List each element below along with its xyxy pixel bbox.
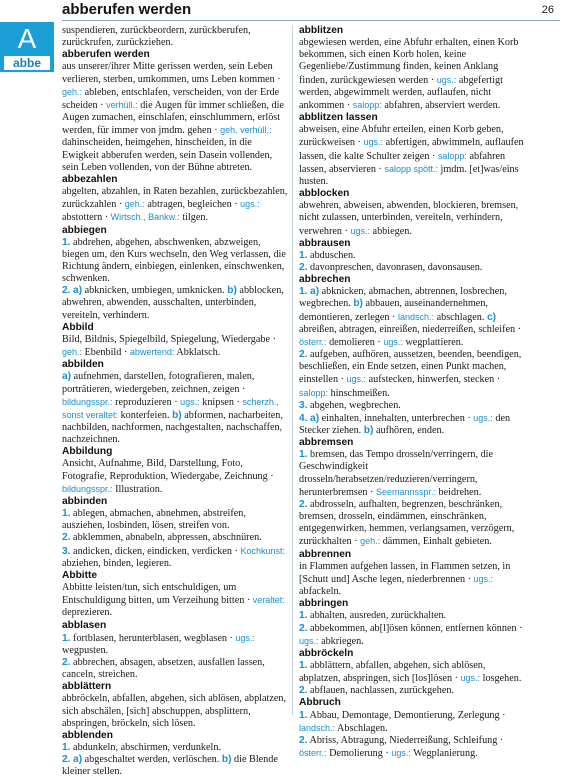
entry-definition bbox=[62, 742, 290, 754]
entry-definition bbox=[299, 200, 529, 237]
definition-text: abknicken, umbiegen, umknicken. bbox=[82, 285, 228, 297]
entry-definition bbox=[62, 285, 290, 321]
sense-number: b) bbox=[227, 285, 237, 297]
running-head: abberufen werden bbox=[62, 1, 192, 18]
definition-text: abfahren lassen, abservieren · bbox=[299, 150, 506, 175]
definition-text: einhalten, innehalten, unterbrechen · bbox=[319, 412, 474, 424]
sense-number: 2. bbox=[62, 532, 71, 544]
definition-text: aufgeben, aufhören, aussetzen, beenden, beendigen, beschließen, ein Ende setzen, einen Punkt machen, einstellen · bbox=[299, 349, 522, 386]
usage-label: ugs.: bbox=[391, 748, 411, 759]
entry-headword: abbringen bbox=[299, 598, 349, 610]
usage-label: geh.: bbox=[62, 86, 83, 97]
sense-number: 1. bbox=[299, 709, 308, 721]
usage-label: ugs.: bbox=[346, 374, 367, 385]
tab-range: abbe bbox=[4, 56, 50, 70]
dictionary-entry bbox=[62, 570, 290, 620]
usage-label: Kochkunst: bbox=[240, 545, 286, 556]
sense-number: 2. bbox=[299, 261, 308, 273]
dictionary-entry bbox=[62, 25, 290, 49]
entry-headword: abbrechen bbox=[299, 274, 351, 286]
definition-text: abweisen, eine Abfuhr erteilen, einen Korb geben, zurückweisen · bbox=[299, 124, 504, 149]
entry-headword: abbezahlen bbox=[62, 173, 118, 185]
definition-text: suspendieren, zurückbeordern, zurückberufen, zurückrufen, zurückziehen. bbox=[62, 25, 251, 49]
usage-label: bildungsspr.: bbox=[62, 396, 113, 407]
entry-definition bbox=[299, 610, 529, 622]
page-header bbox=[0, 0, 570, 22]
definition-text: Ebenbild · bbox=[82, 347, 130, 359]
usage-label: ugs.: bbox=[460, 673, 481, 684]
definition-text: abfahren, abserviert werden. bbox=[381, 99, 501, 111]
entry-definition bbox=[299, 400, 529, 412]
usage-label: ugs.: bbox=[240, 199, 260, 210]
usage-label: österr.: bbox=[299, 336, 327, 347]
definition-text: abbekommen, ab[l]ösen können, entfernen können · bbox=[307, 622, 523, 634]
definition-text: abgeschaltet werden, verlöschen. bbox=[82, 754, 222, 766]
usage-label: ugs.: bbox=[383, 336, 403, 347]
definition-text: abtragen, begleichen · bbox=[144, 199, 241, 211]
entry-headword: abbremsen bbox=[299, 437, 354, 449]
definition-text: konterfeien. bbox=[118, 409, 173, 421]
dictionary-entry bbox=[299, 598, 529, 648]
definition-text: aufstecken, hinwerfen, stecken · bbox=[366, 374, 501, 386]
definition-text: abblättern, abfallen, abgehen, sich ablösen, abplatzen, abspringen, sich [los]lösen · bbox=[299, 659, 486, 685]
entry-definition bbox=[62, 61, 290, 173]
entry-definition bbox=[62, 657, 290, 681]
dictionary-entry bbox=[299, 25, 529, 112]
definition-text: abformen, nacharbeiten, nachbilden, nachformen, nachgestalten, nachschaffen, nachzeichnen. bbox=[62, 409, 283, 446]
left-column bbox=[62, 25, 290, 778]
definition-text: abdrosseln, aufhalten, begrenzen, beschränken, bremsen, drosseln, eindämmen, einschränken, entgegenwirken, hemmen, verlangsamen, verzögern, zurückhalten · bbox=[299, 498, 515, 548]
entry-definition bbox=[299, 735, 529, 760]
page-number: 26 bbox=[541, 4, 554, 16]
dictionary-entry bbox=[62, 49, 290, 174]
usage-label: bildungsspr.: bbox=[62, 483, 113, 494]
definition-text: Abschlagen. bbox=[335, 722, 388, 734]
definition-text: abziehen, binden, legieren. bbox=[62, 557, 172, 569]
sense-number: 2. bbox=[299, 734, 308, 746]
definition-text: aufnehmen, darstellen, fotografieren, malen, porträtieren, wiedergeben, zeichnen, zeigen · bbox=[62, 371, 255, 395]
entry-definition bbox=[299, 623, 529, 648]
usage-label: salopp: bbox=[352, 99, 382, 110]
entry-definition bbox=[299, 37, 529, 112]
entry-headword: Abbruch bbox=[299, 697, 341, 709]
definition-text: abgefertigt werden, abgewimmelt werden, auflaufen, nicht ankommen · bbox=[299, 74, 503, 111]
usage-label: landsch.: bbox=[398, 311, 435, 322]
entry-definition bbox=[62, 458, 290, 495]
entry-definition bbox=[299, 561, 529, 598]
sense-number: a) bbox=[310, 412, 320, 424]
usage-label: geh.: bbox=[124, 199, 145, 210]
sense-number: 2. bbox=[62, 285, 71, 297]
definition-text: tilgen. bbox=[179, 212, 208, 224]
dictionary-entry bbox=[62, 322, 290, 359]
entry-headword: abbröckeln bbox=[299, 647, 354, 659]
entry-definition bbox=[299, 250, 529, 262]
dictionary-entry bbox=[62, 620, 290, 682]
tab-letter: A bbox=[17, 23, 37, 54]
usage-label: ugs.: bbox=[436, 74, 457, 85]
definition-text: losgehen. bbox=[480, 673, 522, 685]
dictionary-entry bbox=[62, 225, 290, 322]
usage-label: ugs.: bbox=[180, 396, 200, 407]
entry-headword: abblitzen lassen bbox=[299, 112, 378, 124]
definition-text: deprezieren. bbox=[62, 607, 113, 619]
sense-number: 1. bbox=[299, 449, 308, 461]
sense-number: 2. bbox=[62, 754, 71, 766]
entry-headword: abblasen bbox=[62, 619, 107, 631]
usage-label: geh.: bbox=[62, 347, 83, 358]
sense-number: 1. bbox=[62, 236, 71, 248]
dictionary-entry bbox=[62, 730, 290, 779]
dictionary-entry bbox=[62, 359, 290, 446]
sense-number: 1. bbox=[62, 508, 71, 520]
definition-text: abbauen, auseinandernehmen, demontieren, zerlegen · bbox=[299, 298, 488, 323]
entry-headword: abberufen werden bbox=[62, 49, 150, 61]
entry-headword: abblitzen bbox=[299, 25, 344, 36]
entry-headword: abbiegen bbox=[62, 224, 107, 236]
definition-text: ablegen, abmachen, abnehmen, abstreifen, ausziehen, losbinden, lösen, streifen von. bbox=[62, 508, 246, 532]
entry-definition bbox=[62, 545, 290, 570]
definition-text: ableben, entschlafen, verscheiden, von der Erde scheiden · bbox=[62, 86, 280, 111]
usage-label: salopp: bbox=[437, 150, 467, 161]
definition-text: Wegplanierung. bbox=[410, 748, 478, 760]
dictionary-entry bbox=[299, 274, 529, 437]
definition-text: fortblasen, herunterblasen, wegblasen · bbox=[70, 632, 236, 644]
dictionary-entry bbox=[299, 112, 529, 188]
definition-text: beidrehen. bbox=[436, 486, 482, 498]
sense-number: 4. bbox=[299, 412, 308, 424]
sense-number: 1. bbox=[299, 286, 308, 298]
usage-label: ugs.: bbox=[350, 225, 370, 236]
entry-headword: abbilden bbox=[62, 359, 104, 371]
sense-number: b) bbox=[172, 409, 182, 421]
entry-definition bbox=[299, 286, 529, 349]
entry-definition bbox=[299, 660, 529, 685]
definition-text: abknicken, abmachen, abtrennen, losbrechen, wegbrechen. bbox=[299, 286, 507, 310]
definition-text: abstottern · bbox=[62, 212, 111, 224]
definition-text: abdunkeln, abschirmen, verdunkeln. bbox=[70, 742, 222, 754]
column-divider bbox=[292, 25, 293, 715]
definition-text: Ansicht, Aufnahme, Bild, Darstellung, Foto, Fotografie, Reproduktion, Wiedergabe, Zeichnung · bbox=[62, 458, 274, 482]
definition-text: abduschen. bbox=[307, 249, 356, 261]
definition-text: Abbitte leisten/tun, sich entschuldigen, um Entschuldigung bitten, um Verzeihung bitten · bbox=[62, 582, 253, 607]
sense-number: b) bbox=[363, 425, 374, 436]
sense-number: 2. bbox=[299, 498, 308, 510]
usage-label: verhüll.: bbox=[106, 99, 138, 110]
definition-text: abfackeln. bbox=[299, 586, 342, 598]
usage-label: abwertend: bbox=[129, 347, 175, 358]
sense-number: 3. bbox=[62, 545, 71, 557]
dictionary-entry bbox=[299, 697, 529, 760]
dictionary-entry bbox=[62, 496, 290, 570]
entry-definition bbox=[299, 262, 529, 274]
definition-text: abgehen, wegbrechen. bbox=[307, 399, 401, 411]
definition-text: abkriegen. bbox=[318, 635, 364, 647]
entry-definition bbox=[299, 412, 529, 437]
entry-definition bbox=[62, 754, 290, 778]
definition-text: Abklatsch. bbox=[174, 347, 221, 359]
definition-text: aufhören, enden. bbox=[373, 425, 445, 436]
definition-text: in Flammen aufgehen lassen, in Flammen setzen, in [Schutt und] Asche legen, niederbrennen · bbox=[299, 560, 511, 585]
usage-label: ugs.: bbox=[473, 412, 493, 423]
definition-text: abbrechen, absagen, absetzen, ausfallen lassen, canceln, streichen. bbox=[62, 656, 265, 681]
entry-definition bbox=[299, 710, 529, 735]
definition-text: jmdm. [et]was/eins husten. bbox=[299, 163, 519, 187]
entry-headword: abblocken bbox=[299, 188, 350, 200]
usage-label: ugs.: bbox=[299, 635, 319, 646]
dictionary-entry bbox=[299, 549, 529, 599]
definition-text: hinschmeißen. bbox=[328, 387, 390, 399]
sense-number: a) bbox=[62, 371, 72, 383]
definition-text: davonpreschen, davonrasen, davonsausen. bbox=[307, 261, 483, 273]
usage-label: geh. verhüll.: bbox=[220, 125, 272, 136]
definition-text: dahinscheiden, heimgehen, hinscheiden, in die Ewigkeit abberufen werden, sein Dasein vollenden, sein Leben vollenden, von der Bühne abtreten. bbox=[62, 137, 273, 173]
sense-number: 2. bbox=[299, 622, 308, 634]
entry-definition bbox=[299, 449, 529, 499]
definition-text: Demolierung · bbox=[326, 748, 392, 760]
entry-headword: abbinden bbox=[62, 495, 108, 507]
entry-definition bbox=[299, 124, 529, 188]
entry-definition bbox=[62, 582, 290, 619]
entry-definition bbox=[62, 334, 290, 359]
entry-definition bbox=[299, 349, 529, 400]
usage-label: ugs.: bbox=[363, 137, 384, 148]
definition-text: andicken, dicken, eindicken, verdicken · bbox=[70, 545, 241, 557]
letter-tab bbox=[0, 22, 54, 72]
definition-text: wegplattieren. bbox=[402, 336, 464, 348]
definition-text: die Augen für immer schließen, die Augen zumachen, einschlafen, einschlummern, erlöst werden, für immer von jmdm. gehen · bbox=[62, 99, 284, 137]
definition-text: Illustration. bbox=[112, 483, 163, 495]
dictionary-entry bbox=[62, 174, 290, 225]
entry-definition bbox=[62, 693, 290, 729]
definition-text: bremsen, das Tempo drosseln/verringern, die Geschwindigkeit drosseln/herabsetzen/reduzieren/verringern, herunterbremsen · bbox=[299, 449, 494, 498]
usage-label: veraltet: bbox=[252, 595, 285, 606]
definition-text: abgewiesen werden, eine Abfuhr erhalten, einen Korb bekommen, sich einen Korb holen, keine Gegenliebe/Zustimmung finden, keinen Anklang finden, zurückgewiesen werden · bbox=[299, 37, 519, 86]
entry-definition bbox=[62, 237, 290, 286]
definition-text: abgelten, abzahlen, in Raten bezahlen, zurückbezahlen, zurückzahlen · bbox=[62, 186, 288, 211]
entry-definition bbox=[62, 186, 290, 224]
definition-text: abschlagen. bbox=[434, 311, 487, 323]
sense-number: 1. bbox=[299, 610, 308, 622]
definition-text: die Blende kleiner stellen. bbox=[62, 754, 278, 778]
entry-definition bbox=[62, 25, 290, 49]
definition-text: abbiegen. bbox=[370, 225, 412, 237]
definition-text: Abbau, Demontage, Demontierung, Zerlegung · bbox=[307, 709, 506, 721]
entry-definition bbox=[62, 371, 290, 446]
right-column bbox=[299, 25, 529, 760]
usage-label: salopp: bbox=[299, 387, 329, 398]
sense-number: 1. bbox=[62, 742, 71, 754]
dictionary-entry bbox=[62, 446, 290, 496]
definition-text: abblocken, abwehren, abwenden, ausschalten, unterbinden, vereiteln, verhindern. bbox=[62, 285, 284, 321]
sense-number: a) bbox=[73, 754, 83, 766]
definition-text: abbröckeln, abfallen, abgehen, sich ablösen, abplatzen, sich abschälen, [sich] abschuppen, absplittern, abspringen, bröckeln, sich lösen. bbox=[62, 693, 287, 729]
definition-text: Abriss, Abtragung, Niederreißung, Schleifung · bbox=[307, 734, 504, 746]
entry-definition bbox=[62, 632, 290, 657]
dictionary-entry bbox=[299, 238, 529, 274]
definition-text: knipsen · bbox=[199, 396, 243, 408]
entry-headword: Abbildung bbox=[62, 446, 113, 458]
entry-definition bbox=[62, 508, 290, 532]
usage-label: österr.: bbox=[299, 748, 327, 759]
definition-text: abflauen, nachlassen, zurückgehen. bbox=[307, 685, 455, 697]
sense-number: 1. bbox=[62, 632, 71, 644]
dictionary-entry bbox=[299, 437, 529, 548]
definition-text: reproduzieren · bbox=[112, 396, 181, 408]
usage-label: Seemannsspr.: bbox=[375, 486, 436, 497]
entry-headword: Abbild bbox=[62, 321, 94, 333]
sense-number: 2. bbox=[299, 349, 308, 361]
sense-number: b) bbox=[353, 298, 363, 310]
definition-text: wegpusten. bbox=[62, 644, 109, 656]
dictionary-entry bbox=[62, 681, 290, 730]
entry-headword: abbrennen bbox=[299, 548, 352, 560]
usage-label: ugs.: bbox=[473, 573, 494, 584]
definition-text: dämmen, Einhalt gebieten. bbox=[380, 536, 492, 548]
entry-headword: abbrausen bbox=[299, 237, 351, 249]
sense-number: 3. bbox=[299, 399, 308, 411]
definition-text: aus unserer/ihrer Mitte gerissen werden, sein Leben verlieren, sterben, umkommen, ums Leben kommen · bbox=[62, 61, 281, 85]
sense-number: 2. bbox=[62, 656, 71, 668]
sense-number: b) bbox=[221, 754, 232, 766]
usage-label: geh.: bbox=[360, 536, 381, 547]
definition-text: abdrehen, abgehen, abschwenken, abzweigen, biegen um, den Kurs wechseln, den Weg verlassen, die Richtung ändern, einbiegen, einlenken, einschwenken, schwenken. bbox=[62, 236, 286, 285]
sense-number: 1. bbox=[299, 249, 308, 261]
entry-definition bbox=[299, 499, 529, 549]
sense-number: c) bbox=[486, 311, 496, 323]
entry-headword: Abbitte bbox=[62, 569, 98, 581]
sense-number: 2. bbox=[299, 685, 308, 697]
definition-text: abreißen, abtragen, einreißen, niederreißen, schleifen · bbox=[299, 323, 522, 335]
entry-headword: abblenden bbox=[62, 729, 113, 741]
entry-definition bbox=[62, 532, 290, 544]
sense-number: a) bbox=[310, 286, 320, 298]
dictionary-entry bbox=[299, 188, 529, 238]
usage-label: landsch.: bbox=[299, 722, 336, 733]
entry-headword: abblättern bbox=[62, 681, 112, 693]
sense-number: a) bbox=[73, 285, 83, 297]
dictionary-entry bbox=[299, 648, 529, 698]
sense-number: 1. bbox=[299, 659, 308, 671]
header-rule bbox=[62, 20, 560, 21]
definition-text: abhalten, ausreden, zurückhalten. bbox=[307, 610, 447, 622]
definition-text: demolieren · bbox=[326, 336, 384, 348]
definition-text: abwehren, abweisen, abwenden, blockieren, bremsen, nicht zulassen, unterbinden, vereiteln, verhindern, verwehren · bbox=[299, 200, 519, 237]
entry-definition bbox=[299, 685, 529, 697]
usage-label: salopp spött.: bbox=[384, 163, 438, 174]
definition-text: den Stecker ziehen. bbox=[299, 412, 511, 436]
usage-label: Wirtsch., Bankw.: bbox=[110, 212, 180, 223]
definition-text: abfertigen, abwimmeln, auflaufen lassen, die kalte Schulter zeigen · bbox=[299, 137, 524, 162]
usage-label: scherzh., sonst veraltet: bbox=[62, 396, 279, 420]
definition-text: Bild, Bildnis, Spiegelbild, Spiegelung, Wiedergabe · bbox=[62, 333, 276, 345]
usage-label: ugs.: bbox=[235, 632, 255, 643]
definition-text: abklemmen, abnabeln, abpressen, abschnüren. bbox=[70, 532, 262, 544]
